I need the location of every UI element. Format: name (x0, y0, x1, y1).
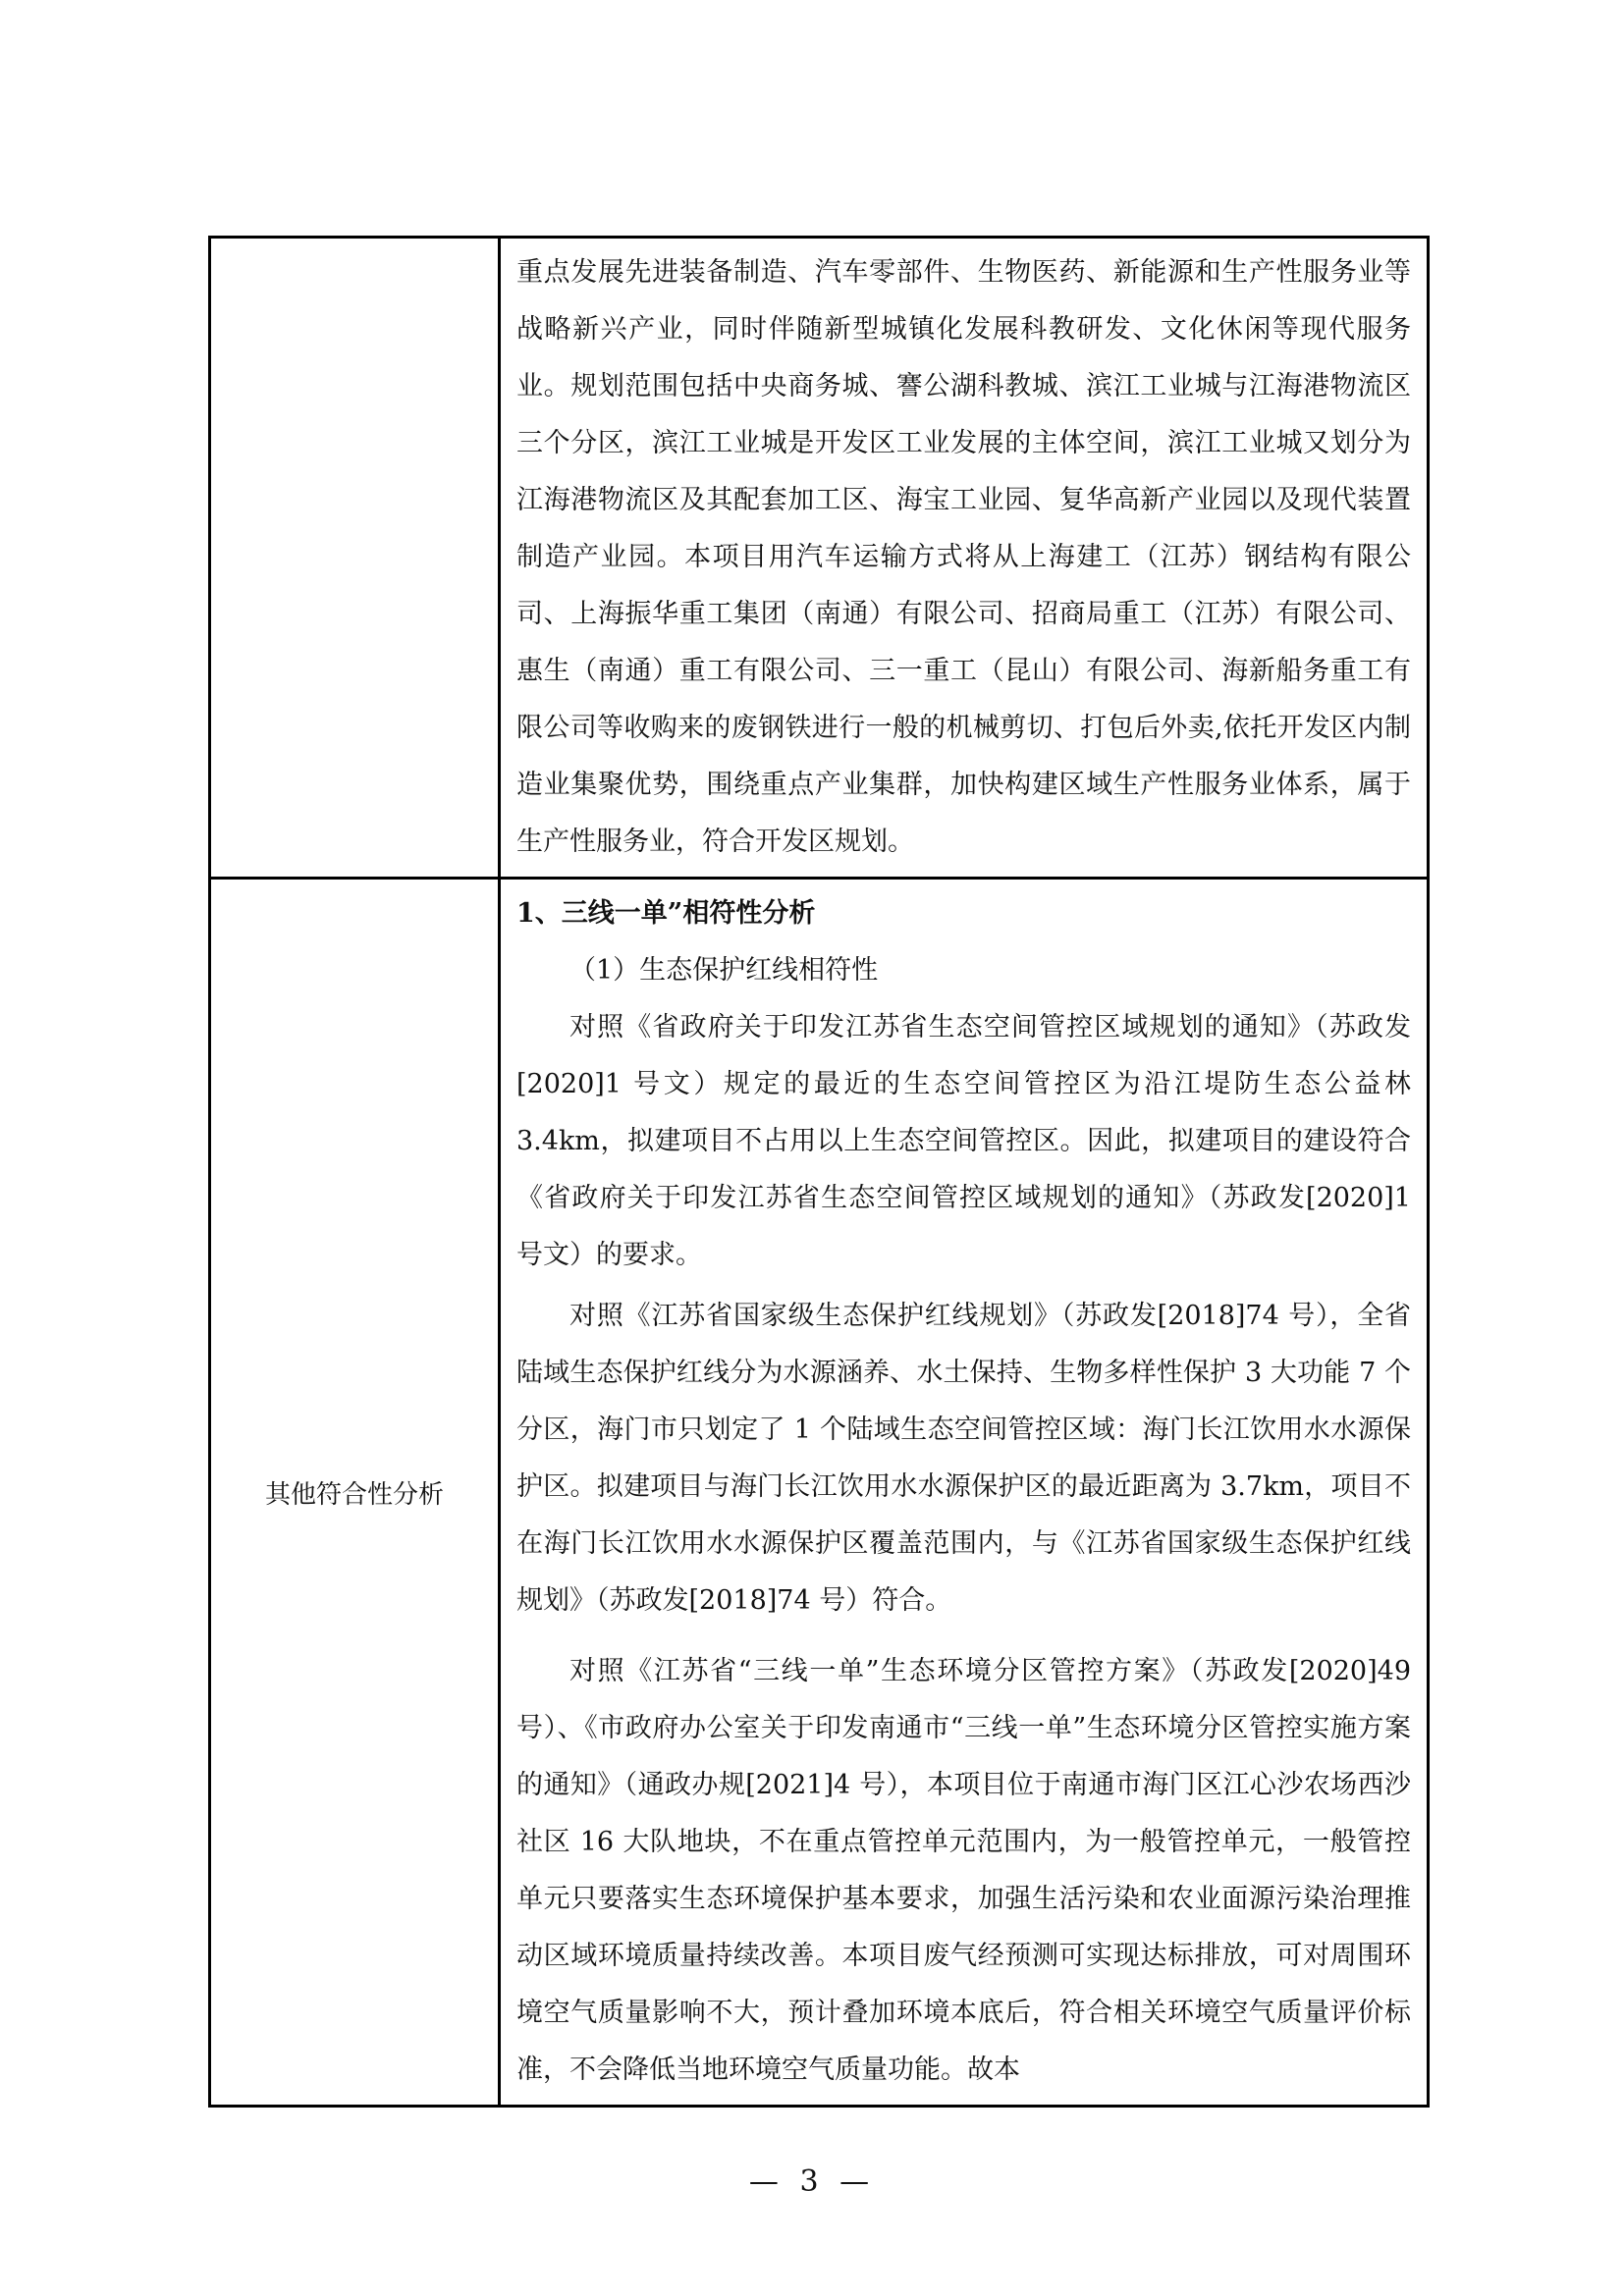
table-row (210, 879, 1429, 2107)
row-label-empty (210, 238, 500, 879)
development-plan-paragraph (500, 238, 1429, 879)
paragraph-ecological-space: 对照《省政府关于印发江苏省生态空间管控区域规划的通知》（苏政发[2020]1 号文）规定的最近的生态空间管控区为沿江堤防生态公益林 3.4km，拟建项目不占用以上生态空间管控区。因此，拟建项目的建设符合《省政府关于印发江苏省生态空间管控区域规划的通知》（苏政发[2020]1 号文）的要求。 (516, 1012, 1411, 1270)
subsection-title: （1）生态保护红线相符性 (569, 955, 879, 986)
paragraph: 重点发展先进装备制造、汽车零部件、生物医药、新能源和生产性服务业等战略新兴产业，同时伴随新型城镇化发展科教研发、文化休闲等现代服务业。规划范围包括中央商务城、謇公湖科教城、滨江工业城与江海港物流区三个分区，滨江工业城是开发区工业发展的主体空间，滨江工业城又划分为江海港物流区及其配套加工区、海宝工业园、复华高新产业园以及现代装置制造产业园。本项目用汽车运输方式将从上海建工（江苏）钢结构有限公司、上海振华重工集团（南通）有限公司、招商局重工（江苏）有限公司、惠生（南通）重工有限公司、三一重工（昆山）有限公司、海新船务重工有限公司等收购来的废钢铁进行一般的机械剪切、打包后外卖,依托开发区内制造业集聚优势，围绕重点产业集群，加快构建区域生产性服务业体系，属于生产性服务业，符合开发区规划。 (516, 257, 1411, 857)
section-title: 1、三线一单”相符性分析 (516, 898, 816, 929)
compliance-analysis-content (500, 879, 1429, 2107)
paragraph-three-lines-one-list: 对照《江苏省“三线一单”生态环境分区管控方案》（苏政发[2020]49 号）、《市政府办公室关于印发南通市“三线一单”生态环境分区管控实施方案的通知》（通政办规[2021]4 号），本项目位于南通市海门区江心沙农场西沙社区 16 大队地块，不在重点管控单元范围内，为一般管控单元，一般管控单元只要落实生态环境保护基本要求，加强生活污染和农业面源污染治理推动区域环境质量持续改善。本项目废气经预测可实现达标排放，可对周围环境空气质量影响不大，预计叠加环境本底后，符合相关环境空气质量评价标准，不会降低当地环境空气质量功能。故本 (516, 1656, 1411, 2085)
row-label-other-compliance: 其他符合性分析 (210, 879, 500, 2107)
paragraph-red-line-plan: 对照《江苏省国家级生态保护红线规划》（苏政发[2018]74 号），全省陆域生态保护红线分为水源涵养、水土保持、生物多样性保护 3 大功能 7 个分区，海门市只划定了 1 个陆域生态空间管控区域：海门长江饮用水水源保护区。拟建项目与海门长江饮用水水源保护区的最近距离为 3.7km，项目不在海门长江饮用水水源保护区覆盖范围内，与《江苏省国家级生态保护红线规划》（苏政发[2018]74 号）符合。 (516, 1301, 1411, 1616)
document-table (208, 236, 1430, 2108)
page-number: — 3 — (748, 2164, 876, 2199)
table-row (210, 238, 1429, 879)
